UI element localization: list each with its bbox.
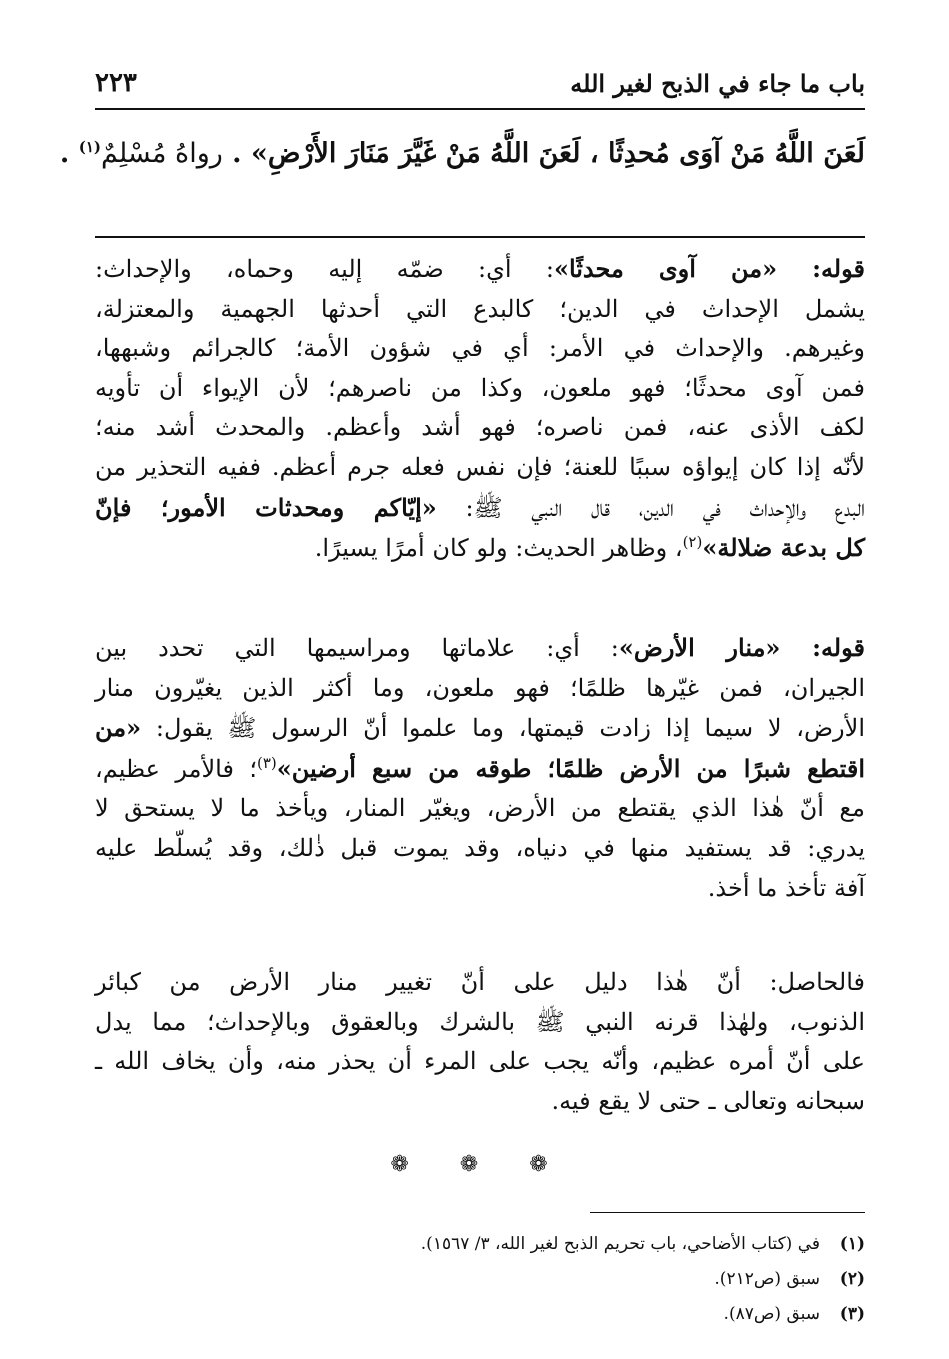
text-line: وغيرهم. والإحداث في الأمر: أي في شؤون الأمة؛ كالجرائم وشبهها، bbox=[95, 334, 865, 363]
text-line: فمن آوى محدثًا؛ فهو ملعون، وكذا من ناصرهم؛ لأن الإيواء أن تأويه bbox=[95, 373, 865, 402]
text-line bbox=[95, 708, 865, 749]
footnote-ref-3: (٣) bbox=[256, 753, 277, 772]
footnote-ref-2: (٢) bbox=[682, 533, 703, 552]
text-line bbox=[95, 488, 865, 529]
text-line bbox=[95, 249, 865, 290]
text-line: الجيران، فمن غيّرها ظلمًا؛ فهو ملعون، وما أكثر الذين يغيّرون منار bbox=[95, 673, 865, 702]
footnote-rule bbox=[590, 1212, 865, 1213]
line-text: الأرض، لا سيما إذا زادت قيمتها، وما علموا أنّ الرسول ﷺ يقول: bbox=[141, 714, 865, 743]
text-line: يشمل الإحداث في الدين؛ كالبدع التي أحدثها الجهمية والمعتزلة، bbox=[95, 294, 865, 323]
text-line: فالحاصل: أنّ هٰذا دليل على أنّ تغيير منار الأرض من كبائر bbox=[95, 968, 865, 996]
section-rule bbox=[95, 236, 865, 238]
hadith-text bbox=[59, 130, 865, 178]
page-number: ٢٢٣ bbox=[95, 68, 137, 98]
quoted-hadith: اقتطع شبرًا من الأرض ظلمًا؛ طوقه من سبع أرضين» bbox=[276, 753, 865, 783]
line-text: : أي: ضمّه إليه وحماه، والإحداث: bbox=[95, 255, 554, 283]
header-rule bbox=[95, 108, 865, 110]
lemma: قوله: «من آوى محدثًا» bbox=[553, 254, 865, 283]
text-line: سبحانه وتعالى ـ حتى لا يقع فيه. bbox=[551, 1086, 865, 1115]
line-text: ، وظاهر الحديث: ولو كان أمرًا يسيرًا. bbox=[314, 534, 683, 563]
line-text: : أي: علاماتها ومراسيمها التي تحدد بين bbox=[95, 634, 619, 662]
line-text: البدع والإحداث في الدين، قال النبي ﷺ: bbox=[436, 493, 866, 522]
text-line: الذنوب، ولهٰذا قرنه النبي ﷺ بالشرك وبالعقوق وبالإحداث؛ مما يدل bbox=[95, 1007, 865, 1036]
hadith-main: لَعَنَ اللَّهُ مَنْ آوَى مُحدِثًا ، لَعَنَ اللَّهُ مَنْ غَيَّرَ مَنَارَ الأَرْضِ» . bbox=[222, 138, 865, 169]
footnote-item bbox=[95, 1297, 865, 1332]
lemma: قوله: «منار الأرض» bbox=[618, 633, 865, 662]
text-line: على أنّ أمره عظيم، وأنّه يجب على المرء أن يحذر منه، وأن يخاف الله ـ bbox=[95, 1047, 865, 1076]
quoted-hadith: «إيّاكم ومحدثات الأمور؛ فإنّ bbox=[95, 492, 437, 522]
text-line: مع أنّ هٰذا الذي يقتطع من الأرض، ويغيّر المنار، ويأخذ ما لا يستحق لا bbox=[95, 794, 865, 823]
footnote-number: (٣) bbox=[839, 1304, 865, 1324]
quoted-hadith: كل بدعة ضلالة» bbox=[702, 533, 865, 563]
commentary-paragraph-1 bbox=[95, 249, 865, 569]
footnote-text: سبق (ص٨٧). bbox=[723, 1304, 820, 1324]
page-header bbox=[95, 62, 865, 104]
footnotes bbox=[95, 1227, 865, 1332]
footnote-text: سبق (ص٢١٢). bbox=[714, 1269, 820, 1289]
hadith-end: . bbox=[59, 138, 79, 169]
hadith-source: رواهُ مُسْلِمٌ bbox=[101, 138, 223, 169]
footnote-item bbox=[95, 1227, 865, 1262]
quoted-hadith: «من bbox=[95, 713, 142, 743]
footnote-number: (٢) bbox=[839, 1269, 865, 1289]
text-line: لكف الأذى عنه، فمن ناصره؛ فهو أشد وأعظم. والمحدث أشد منه؛ bbox=[95, 413, 865, 442]
section-separator: ❁ ❁ ❁ bbox=[390, 1152, 570, 1177]
footnote-ref-1: (١) bbox=[78, 138, 102, 156]
commentary-paragraph-2 bbox=[95, 628, 865, 908]
text-line: آفة تأخذ ما أخذ. bbox=[707, 873, 865, 902]
footnote-number: (١) bbox=[839, 1234, 865, 1254]
text-line bbox=[95, 628, 865, 669]
conclusion-paragraph bbox=[95, 963, 865, 1121]
text-line: يدري: قد يستفيد منها في دنياه، وقد يموت قبل ذٰلك، وقد يُسلّط عليه bbox=[95, 833, 865, 862]
line-text: ؛ فالأمر عظيم، bbox=[95, 754, 257, 783]
text-line bbox=[95, 528, 865, 569]
footnote-item bbox=[95, 1262, 865, 1297]
text-line bbox=[95, 749, 865, 790]
text-line: لأنّه إذا كان إيواؤه سببًا للعنة؛ فإن نفس فعله جرم أعظم. ففيه التحذير من bbox=[95, 452, 865, 481]
running-title: باب ما جاء في الذبح لغير الله bbox=[570, 68, 865, 98]
footnote-text: في (كتاب الأضاحي، باب تحريم الذبح لغير الله، ٣/ ١٥٦٧). bbox=[420, 1234, 820, 1254]
